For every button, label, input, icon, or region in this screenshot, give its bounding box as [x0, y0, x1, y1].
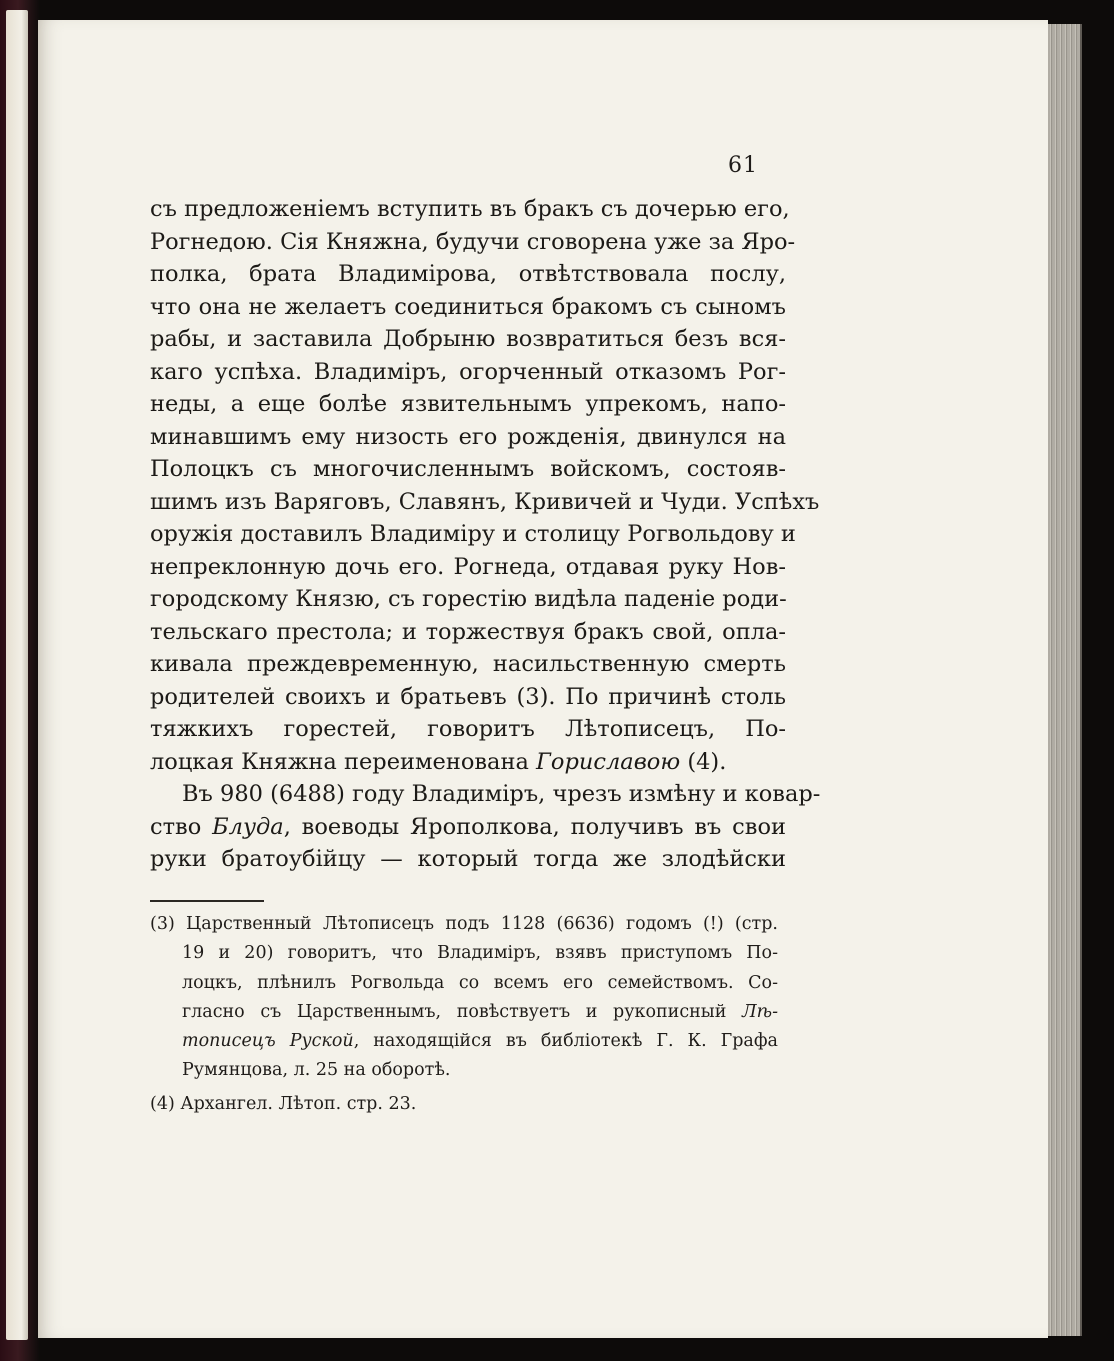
text-line: непреклонную дочь его. Рогнеда, отдавая руку Нов- — [150, 553, 786, 580]
footnote-3-line: 19 и 20) говоритъ, что Владиміръ, взявъ приступомъ По- — [182, 943, 778, 964]
text-line: Рогнедою. Сія Княжна, будучи сговорена уже за Яро- — [150, 228, 796, 255]
text-line: каго успѣха. Владиміръ, огорченный отказомъ Рог- — [150, 358, 786, 385]
footnote-3-line — [150, 998, 778, 1027]
text-line-paragraph-start: Въ 980 (6488) году Владиміръ, чрезъ измѣну и ковар- — [182, 781, 821, 807]
page-number: 61 — [728, 153, 758, 178]
text-segment: , находящійся въ библіотекѣ Г. К. Графа — [353, 1031, 778, 1052]
text-line: рабы, и заставила Добрыню возвратиться безъ вся- — [150, 326, 786, 352]
text-line: тяжкихъ горестей, говоритъ Лѣтописецъ, По- — [150, 716, 786, 742]
text-line: городскому Князю, съ горестію видѣла паденіе роди- — [150, 586, 787, 612]
footnote-divider — [150, 900, 264, 902]
footnote-3-line — [150, 1027, 778, 1056]
text-line: родителей своихъ и братьевъ (3). По причинѣ столь — [150, 683, 786, 710]
text-segment: ство — [150, 813, 213, 840]
footnote-4: (4) Архангел. Лѣтоп. стр. 23. — [150, 1093, 417, 1114]
text-line: что она не желаетъ соединиться бракомъ съ сыномъ — [150, 293, 786, 320]
previous-page-edge — [6, 10, 28, 1340]
text-segment: лоцкая Княжна переименована — [150, 748, 537, 775]
text-line: тельскаго престола; и торжествуя бракъ свой, опла- — [150, 618, 786, 645]
text-line: руки братоубійцу — который тогда же злодѣйски — [150, 846, 786, 872]
italic-name: Гориславою — [536, 748, 681, 775]
text-line: съ предложеніемъ вступить въ бракъ съ дочерью его, — [150, 196, 790, 222]
text-segment: , воеводы Ярополкова, получивъ въ свои — [283, 813, 786, 840]
text-segment: гласно съ Царственнымъ, повѣствуетъ и рукописный — [182, 1001, 743, 1022]
footnote-3-line: (3) Царственный Лѣтописецъ подъ 1128 (6636) годомъ (!) (стр. — [150, 914, 778, 934]
body-text — [150, 193, 821, 876]
italic-title: Лѣ- — [742, 1001, 778, 1022]
text-line-paragraph-end — [150, 746, 786, 779]
text-line: полка, брата Владимірова, отвѣтствовала послу, — [150, 261, 786, 287]
text-line: кивала преждевременную, насильственную смерть — [150, 651, 786, 677]
footnotes — [150, 910, 778, 1119]
footnote-3-line: Румянцова, л. 25 на оборотѣ. — [182, 1060, 451, 1081]
text-segment: (4). — [680, 748, 727, 775]
italic-name: Блуда — [212, 813, 284, 840]
text-line: минавшимъ ему низость его рожденія, двинулся на — [150, 423, 786, 450]
text-line: оружія доставилъ Владиміру и столицу Рогвольдову и — [150, 521, 796, 547]
footnote-3-line: лоцкъ, плѣнилъ Рогвольда со всемъ его семействомъ. Со- — [182, 972, 778, 993]
text-line — [150, 811, 786, 844]
text-line: Полоцкъ съ многочисленнымъ войскомъ, состояв- — [150, 456, 786, 482]
text-line: неды, а еще болѣе язвительнымъ упрекомъ, напо- — [150, 391, 786, 417]
text-line: шимъ изъ Варяговъ, Славянъ, Кривичей и Чуди. Успѣхъ — [150, 488, 820, 515]
italic-title: тописецъ Руской — [182, 1031, 354, 1052]
